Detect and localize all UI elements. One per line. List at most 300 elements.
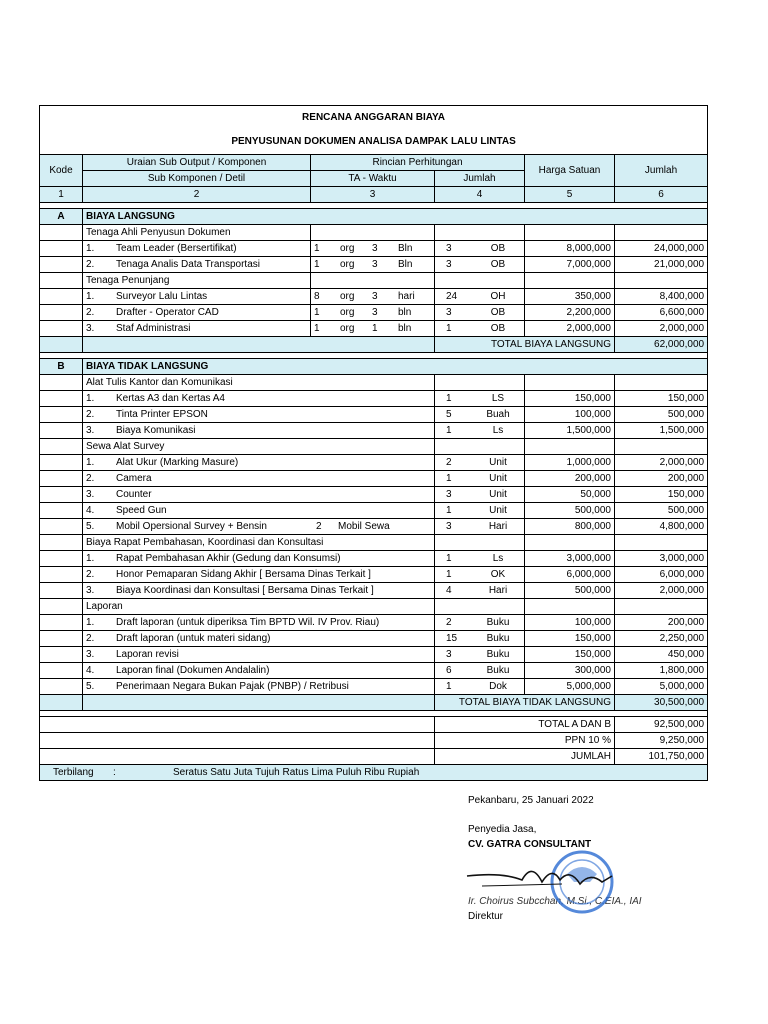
empty-cell — [40, 305, 83, 321]
qty-value: 1 — [446, 552, 452, 564]
item-number: 1. — [86, 616, 95, 628]
empty-cell — [435, 439, 525, 455]
empty-cell — [615, 273, 708, 289]
empty-cell — [40, 717, 435, 733]
header-num: 5 — [525, 187, 615, 203]
item-text: Drafter - Operator CAD — [116, 306, 219, 318]
qty-unit: Dok — [489, 680, 507, 692]
item-number: 4. — [86, 664, 95, 676]
item-number: 1. — [86, 456, 95, 468]
qty-unit: Unit — [489, 456, 507, 468]
item-total: 6,600,000 — [615, 305, 708, 321]
empty-cell — [615, 439, 708, 455]
item-text: Penerimaan Negara Bukan Pajak (PNBP) / Retribusi — [116, 680, 349, 692]
empty-cell — [525, 225, 615, 241]
qty-value: 1 — [446, 322, 452, 334]
item-text: Laporan revisi — [116, 648, 179, 660]
summary-value: 101,750,000 — [615, 749, 708, 765]
item-number: 2. — [86, 568, 95, 580]
header-kode: Kode — [40, 155, 83, 187]
empty-cell — [40, 225, 83, 241]
section-code: A — [40, 209, 83, 225]
item-number: 2. — [86, 306, 95, 318]
item-description — [83, 679, 435, 695]
empty-cell — [40, 535, 83, 551]
item-text: Surveyor Lalu Lintas — [116, 290, 208, 302]
header-uraian: Uraian Sub Output / Komponen — [83, 155, 311, 171]
empty-cell — [40, 455, 83, 471]
qty-value: 4 — [446, 584, 452, 596]
company-name: CV. GATRA CONSULTANT — [468, 839, 592, 850]
item-number: 4. — [86, 504, 95, 516]
table-row — [40, 471, 708, 487]
item-rincian — [311, 241, 435, 257]
qty-unit: Buku — [486, 616, 510, 628]
qty-value: 3 — [446, 648, 452, 660]
section-row — [40, 209, 708, 225]
item-quantity — [435, 455, 525, 471]
item-description — [83, 647, 435, 663]
qty-unit: OB — [490, 306, 506, 318]
item-quantity — [435, 391, 525, 407]
qty-value: 1 — [446, 472, 452, 484]
item-total: 150,000 — [615, 487, 708, 503]
group-name: Alat Tulis Kantor dan Komunikasi — [83, 375, 435, 391]
item-price: 500,000 — [525, 503, 615, 519]
group-row — [40, 599, 708, 615]
item-number: 1. — [86, 290, 95, 302]
section-total-row — [40, 695, 708, 711]
item-total: 2,000,000 — [615, 455, 708, 471]
empty-cell — [40, 337, 83, 353]
section-total-value: 62,000,000 — [615, 337, 708, 353]
rincian-u2: hari — [398, 290, 415, 302]
item-price: 350,000 — [525, 289, 615, 305]
item-total: 2,000,000 — [615, 321, 708, 337]
item-total: 2,250,000 — [615, 631, 708, 647]
qty-value: 3 — [446, 488, 452, 500]
empty-cell — [311, 273, 435, 289]
header-jumlah: Jumlah — [615, 155, 708, 187]
qty-unit: OB — [490, 322, 506, 334]
qty-unit: Ls — [492, 424, 504, 436]
table-row — [40, 391, 708, 407]
empty-cell — [40, 487, 83, 503]
empty-cell — [615, 599, 708, 615]
group-row — [40, 535, 708, 551]
empty-cell — [40, 663, 83, 679]
item-text: Laporan final (Dokumen Andalalin) — [116, 664, 270, 676]
qty-unit: OB — [490, 242, 506, 254]
item-quantity — [435, 471, 525, 487]
doc-title: RENCANA ANGGARAN BIAYA — [40, 106, 708, 131]
item-total: 450,000 — [615, 647, 708, 663]
empty-cell — [40, 375, 83, 391]
terbilang-separator: : — [113, 766, 116, 778]
item-quantity — [435, 551, 525, 567]
item-price: 5,000,000 — [525, 679, 615, 695]
rincian-u1: org — [340, 258, 355, 270]
empty-cell — [40, 519, 83, 535]
table-row — [40, 321, 708, 337]
item-description — [83, 615, 435, 631]
rincian-q1: 1 — [314, 322, 320, 334]
rincian-q1: 1 — [314, 258, 320, 270]
empty-cell — [40, 321, 83, 337]
item-text: Biaya Koordinasi dan Konsultasi [ Bersama Dinas Terkait ] — [116, 584, 374, 596]
item-rincian — [311, 257, 435, 273]
empty-cell — [40, 733, 435, 749]
section-code: B — [40, 359, 83, 375]
empty-cell — [83, 695, 435, 711]
group-name: Biaya Rapat Pembahasan, Koordinasi dan Konsultasi — [83, 535, 435, 551]
item-description — [83, 631, 435, 647]
item-total: 1,800,000 — [615, 663, 708, 679]
item-number: 3. — [86, 424, 95, 436]
empty-cell — [40, 273, 83, 289]
item-price: 6,000,000 — [525, 567, 615, 583]
qty-unit: Hari — [488, 520, 508, 532]
item-description — [83, 663, 435, 679]
header-num: 1 — [40, 187, 83, 203]
table-row — [40, 455, 708, 471]
item-extra-qty: 2 — [316, 520, 322, 532]
item-text: Draft laporan (untuk materi sidang) — [116, 632, 271, 644]
empty-cell — [40, 241, 83, 257]
qty-value: 2 — [446, 456, 452, 468]
header-rincian: Rincian Perhitungan — [311, 155, 525, 171]
empty-cell — [435, 535, 525, 551]
empty-cell — [615, 375, 708, 391]
item-quantity — [435, 647, 525, 663]
rincian-u2: Bln — [398, 242, 413, 254]
item-total: 8,400,000 — [615, 289, 708, 305]
table-row — [40, 487, 708, 503]
terbilang — [40, 765, 708, 781]
empty-cell — [40, 631, 83, 647]
item-total: 500,000 — [615, 503, 708, 519]
empty-cell — [40, 257, 83, 273]
terbilang-text: Seratus Satu Juta Tujuh Ratus Lima Puluh Ribu Rupiah — [173, 766, 420, 778]
item-extra-unit: Mobil Sewa — [338, 520, 390, 532]
item-number: 1. — [86, 552, 95, 564]
header-num: 2 — [83, 187, 311, 203]
rincian-q2: 3 — [372, 258, 378, 270]
signer-position: Direktur — [468, 911, 504, 922]
group-row — [40, 225, 708, 241]
item-price: 8,000,000 — [525, 241, 615, 257]
qty-unit: Unit — [489, 488, 507, 500]
budget-table — [39, 105, 708, 781]
item-text: Counter — [116, 488, 152, 500]
group-row — [40, 273, 708, 289]
empty-cell — [435, 375, 525, 391]
empty-cell — [525, 273, 615, 289]
rincian-q2: 3 — [372, 242, 378, 254]
group-name: Tenaga Ahli Penyusun Dokumen — [83, 225, 311, 241]
rincian-u1: org — [340, 322, 355, 334]
table-row — [40, 241, 708, 257]
qty-value: 3 — [446, 242, 452, 254]
item-text: Speed Gun — [116, 504, 167, 516]
item-quantity — [435, 241, 525, 257]
empty-cell — [311, 225, 435, 241]
header-jumlah-col: Jumlah — [435, 171, 525, 187]
header-num: 6 — [615, 187, 708, 203]
item-text: Kertas A3 dan Kertas A4 — [116, 392, 225, 404]
qty-unit: Buku — [486, 632, 510, 644]
table-row — [40, 631, 708, 647]
qty-unit: Unit — [489, 504, 507, 516]
rincian-u2: Bln — [398, 258, 413, 270]
item-description — [83, 551, 435, 567]
header-num: 4 — [435, 187, 525, 203]
item-description — [83, 289, 311, 305]
item-total: 200,000 — [615, 615, 708, 631]
section-title: BIAYA LANGSUNG — [83, 209, 708, 225]
table-row — [40, 679, 708, 695]
item-description — [83, 257, 311, 273]
item-quantity — [435, 407, 525, 423]
item-number: 1. — [86, 392, 95, 404]
summary-row — [40, 717, 708, 733]
table-row — [40, 615, 708, 631]
item-price: 150,000 — [525, 631, 615, 647]
qty-unit: Ls — [492, 552, 504, 564]
item-text: Alat Ukur (Marking Masure) — [116, 456, 239, 468]
qty-value: 2 — [446, 616, 452, 628]
item-text: Biaya Komunikasi — [116, 424, 196, 436]
place-date: Pekanbaru, 25 Januari 2022 — [468, 795, 594, 806]
item-text: Mobil Opersional Survey + Bensin — [116, 520, 267, 532]
empty-cell — [40, 503, 83, 519]
empty-cell — [83, 337, 435, 353]
qty-unit: Buku — [486, 664, 510, 676]
rincian-u1: org — [340, 242, 355, 254]
item-quantity — [435, 631, 525, 647]
table-row — [40, 407, 708, 423]
item-quantity — [435, 257, 525, 273]
table-row — [40, 519, 708, 535]
empty-cell — [435, 273, 525, 289]
empty-cell — [40, 471, 83, 487]
qty-value: 6 — [446, 664, 452, 676]
section-row — [40, 359, 708, 375]
item-description — [83, 471, 435, 487]
group-name: Laporan — [83, 599, 435, 615]
qty-value: 3 — [446, 306, 452, 318]
rincian-q2: 1 — [372, 322, 378, 334]
qty-unit: OH — [490, 290, 506, 302]
item-text: Camera — [116, 472, 152, 484]
qty-value: 3 — [446, 520, 452, 532]
item-number: 2. — [86, 258, 95, 270]
item-total: 1,500,000 — [615, 423, 708, 439]
header-num: 3 — [311, 187, 435, 203]
item-number: 2. — [86, 472, 95, 484]
summary-value: 9,250,000 — [615, 733, 708, 749]
section-total-label: TOTAL BIAYA LANGSUNG — [435, 337, 615, 353]
table-row — [40, 583, 708, 599]
item-price: 2,200,000 — [525, 305, 615, 321]
qty-value: 1 — [446, 680, 452, 692]
terbilang-row — [40, 765, 708, 781]
item-description — [83, 241, 311, 257]
qty-value: 1 — [446, 504, 452, 516]
empty-cell — [40, 695, 83, 711]
qty-value: 1 — [446, 568, 452, 580]
item-quantity — [435, 487, 525, 503]
item-text: Staf Administrasi — [116, 322, 191, 334]
item-total: 2,000,000 — [615, 583, 708, 599]
empty-cell — [40, 551, 83, 567]
item-total: 4,800,000 — [615, 519, 708, 535]
qty-value: 1 — [446, 424, 452, 436]
empty-cell — [40, 423, 83, 439]
item-number: 2. — [86, 408, 95, 420]
item-description — [83, 321, 311, 337]
qty-value: 1 — [446, 392, 452, 404]
item-price: 500,000 — [525, 583, 615, 599]
qty-value: 5 — [446, 408, 452, 420]
empty-cell — [40, 749, 435, 765]
table-row — [40, 647, 708, 663]
signature-stamp-image — [462, 842, 642, 920]
item-text: Rapat Pembahasan Akhir (Gedung dan Konsumsi) — [116, 552, 341, 564]
rincian-q1: 8 — [314, 290, 320, 302]
item-price: 800,000 — [525, 519, 615, 535]
empty-cell — [615, 535, 708, 551]
item-total: 200,000 — [615, 471, 708, 487]
header-ta: TA - Waktu — [311, 171, 435, 187]
item-quantity — [435, 583, 525, 599]
item-quantity — [435, 679, 525, 695]
empty-cell — [40, 407, 83, 423]
item-description — [83, 567, 435, 583]
rincian-q2: 3 — [372, 306, 378, 318]
rincian-u1: org — [340, 290, 355, 302]
table-row — [40, 663, 708, 679]
section-total-value: 30,500,000 — [615, 695, 708, 711]
qty-unit: OK — [490, 568, 506, 580]
table-row — [40, 423, 708, 439]
item-rincian — [311, 321, 435, 337]
empty-cell — [615, 225, 708, 241]
empty-cell — [40, 567, 83, 583]
item-quantity — [435, 423, 525, 439]
signer-name: Ir. Choirus Subcchan, M.Si., C.EIA., IAI — [468, 896, 642, 907]
qty-unit: LS — [491, 392, 505, 404]
item-total: 150,000 — [615, 391, 708, 407]
group-name: Sewa Alat Survey — [83, 439, 435, 455]
provider-label: Penyedia Jasa, — [468, 824, 537, 835]
section-total-label: TOTAL BIAYA TIDAK LANGSUNG — [435, 695, 615, 711]
item-number: 2. — [86, 632, 95, 644]
group-row — [40, 375, 708, 391]
empty-cell — [435, 225, 525, 241]
item-quantity — [435, 321, 525, 337]
empty-cell — [40, 599, 83, 615]
empty-cell — [525, 439, 615, 455]
terbilang-label: Terbilang — [53, 766, 94, 778]
item-text: Honor Pemaparan Sidang Akhir [ Bersama Dinas Terkait ] — [116, 568, 371, 580]
summary-row — [40, 749, 708, 765]
budget-sheet — [39, 105, 707, 781]
empty-cell — [40, 615, 83, 631]
item-description — [83, 305, 311, 321]
item-description — [83, 407, 435, 423]
empty-cell — [40, 391, 83, 407]
qty-value: 3 — [446, 258, 452, 270]
rincian-u2: bln — [398, 322, 412, 334]
section-total-row — [40, 337, 708, 353]
item-price: 100,000 — [525, 407, 615, 423]
table-row — [40, 567, 708, 583]
qty-unit: Buku — [486, 648, 510, 660]
item-number: 3. — [86, 648, 95, 660]
empty-cell — [525, 375, 615, 391]
rincian-u1: org — [340, 306, 355, 318]
rincian-q1: 1 — [314, 306, 320, 318]
item-text: Tenaga Analis Data Transportasi — [116, 258, 260, 270]
table-row — [40, 305, 708, 321]
item-description — [83, 455, 435, 471]
header-harga: Harga Satuan — [525, 155, 615, 187]
item-description — [83, 519, 435, 535]
qty-unit: OB — [490, 258, 506, 270]
empty-cell — [40, 647, 83, 663]
empty-cell — [40, 583, 83, 599]
item-description — [83, 391, 435, 407]
section-title: BIAYA TIDAK LANGSUNG — [83, 359, 708, 375]
summary-label: JUMLAH — [435, 749, 615, 765]
item-number: 5. — [86, 520, 95, 532]
item-price: 2,000,000 — [525, 321, 615, 337]
item-price: 1,500,000 — [525, 423, 615, 439]
item-price: 150,000 — [525, 391, 615, 407]
item-quantity — [435, 289, 525, 305]
item-price: 50,000 — [525, 487, 615, 503]
item-total: 5,000,000 — [615, 679, 708, 695]
item-total: 3,000,000 — [615, 551, 708, 567]
item-number: 3. — [86, 584, 95, 596]
empty-cell — [40, 679, 83, 695]
item-price: 300,000 — [525, 663, 615, 679]
item-text: Team Leader (Bersertifikat) — [116, 242, 237, 254]
empty-cell — [525, 535, 615, 551]
item-total: 500,000 — [615, 407, 708, 423]
item-price: 100,000 — [525, 615, 615, 631]
item-quantity — [435, 519, 525, 535]
qty-unit: Buah — [486, 408, 510, 420]
item-rincian — [311, 305, 435, 321]
empty-cell — [40, 289, 83, 305]
item-price: 1,000,000 — [525, 455, 615, 471]
item-price: 7,000,000 — [525, 257, 615, 273]
empty-cell — [435, 599, 525, 615]
item-price: 150,000 — [525, 647, 615, 663]
item-quantity — [435, 503, 525, 519]
qty-value: 24 — [446, 290, 458, 302]
item-number: 3. — [86, 488, 95, 500]
rincian-q1: 1 — [314, 242, 320, 254]
header-sub: Sub Komponen / Detil — [83, 171, 311, 187]
item-description — [83, 487, 435, 503]
item-number: 5. — [86, 680, 95, 692]
rincian-u2: bln — [398, 306, 412, 318]
summary-label: TOTAL A DAN B — [435, 717, 615, 733]
item-price: 200,000 — [525, 471, 615, 487]
